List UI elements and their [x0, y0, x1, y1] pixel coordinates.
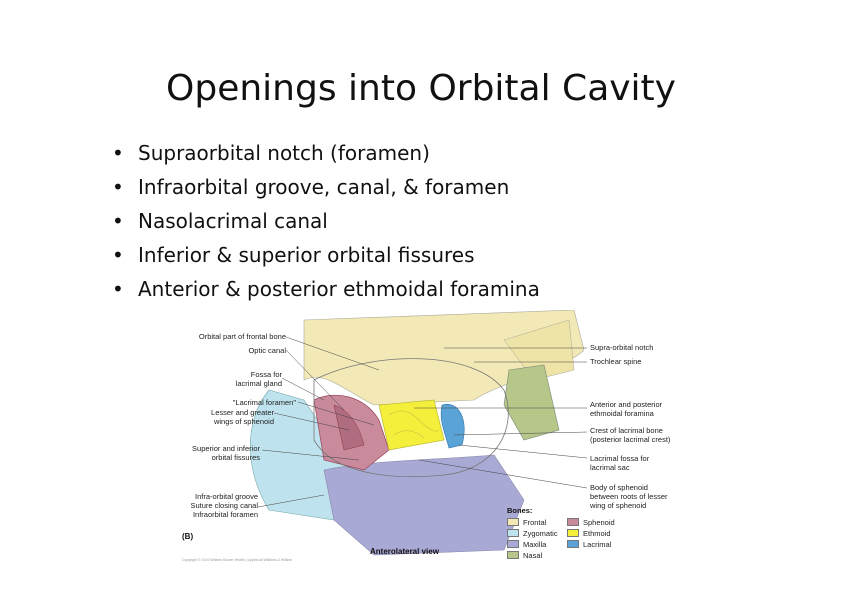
legend-label: Sphenoid — [583, 517, 615, 527]
legend-item-lacrimal — [567, 539, 627, 549]
lacrimal-bone-shape — [441, 404, 464, 448]
legend-item-nasal — [507, 550, 567, 560]
maxilla-bone-shape — [324, 455, 524, 555]
legend-label: Nasal — [523, 550, 543, 560]
bullet-item — [112, 274, 540, 308]
bullet-item — [112, 240, 540, 274]
bullet-text: Inferior & superior orbital fissures — [138, 243, 475, 267]
swatch-maxilla — [507, 540, 519, 548]
bullet-item — [112, 172, 540, 206]
legend-item-sphenoid — [567, 517, 627, 527]
bullet-dot: • — [112, 141, 124, 165]
orbit-anatomy-figure — [174, 310, 684, 570]
view-label: Anterolateral view — [370, 547, 439, 556]
bullet-text: Nasolacrimal canal — [138, 209, 328, 233]
legend-label: Lacrimal — [583, 539, 612, 549]
legend-label: Maxilla — [523, 539, 547, 549]
label-orbital-part-frontal-bone: Orbital part of frontal bone — [198, 332, 286, 341]
ethmoid-bone-shape — [379, 400, 444, 450]
label-supra-orbital-notch: Supra-orbital notch — [590, 343, 654, 352]
label-lesser-greater-wings: Lesser and greater wings of sphenoid — [211, 408, 274, 426]
bullet-text: Infraorbital groove, canal, & foramen — [138, 175, 510, 199]
label-orbital-fissures: Superior and inferior orbital fissures — [192, 444, 260, 462]
panel-label: (B) — [182, 532, 194, 541]
swatch-lacrimal — [567, 540, 579, 548]
bullet-text: Supraorbital notch (foramen) — [138, 141, 430, 165]
copyright-text: Copyright © 2010 Wolters Kluwer Health | Lippincott Williams & Wilkins — [182, 558, 293, 562]
legend-label: Zygomatic — [523, 528, 558, 538]
legend-item-zygomatic — [507, 528, 567, 538]
bullet-dot: • — [112, 243, 124, 267]
legend-label: Ethmoid — [583, 528, 611, 538]
label-infraorbital-group: Infra-orbital groove Suture closing canal Infraorbital foramen — [190, 492, 258, 519]
label-ethmoidal-foramina: Anterior and posterior ethmoidal foramina — [590, 400, 663, 418]
swatch-sphenoid — [567, 518, 579, 526]
label-lacrimal-foramen: "Lacrimal foramen" — [232, 398, 296, 407]
label-fossa-lacrimal-gland: Fossa for lacrimal gland — [235, 370, 282, 388]
swatch-ethmoid — [567, 529, 579, 537]
swatch-nasal — [507, 551, 519, 559]
swatch-zygomatic — [507, 529, 519, 537]
legend-label: Frontal — [523, 517, 547, 527]
bones-legend — [507, 506, 627, 560]
bullet-item — [112, 206, 540, 240]
legend-item-ethmoid — [567, 528, 627, 538]
legend-item-frontal — [507, 517, 567, 527]
nasal-bone-shape — [504, 365, 559, 440]
label-lacrimal-fossa: Lacrimal fossa for lacrimal sac — [590, 454, 650, 472]
bullet-list — [112, 138, 540, 308]
swatch-frontal — [507, 518, 519, 526]
bullet-dot: • — [112, 175, 124, 199]
slide-title: Openings into Orbital Cavity — [166, 68, 676, 109]
legend-title: Bones: — [507, 506, 533, 515]
label-trochlear-spine: Trochlear spine — [590, 357, 642, 366]
bullet-dot: • — [112, 277, 124, 301]
label-body-of-sphenoid: Body of sphenoid between roots of lesser wing of sphenoid — [590, 483, 668, 510]
label-crest-lacrimal-bone: Crest of lacrimal bone (posterior lacrimal crest) — [590, 426, 671, 444]
legend-item-maxilla — [507, 539, 567, 549]
bullet-dot: • — [112, 209, 124, 233]
bullet-item — [112, 138, 540, 172]
bullet-text: Anterior & posterior ethmoidal foramina — [138, 277, 540, 301]
label-optic-canal: Optic canal — [248, 346, 286, 355]
legend-grid — [507, 517, 627, 560]
